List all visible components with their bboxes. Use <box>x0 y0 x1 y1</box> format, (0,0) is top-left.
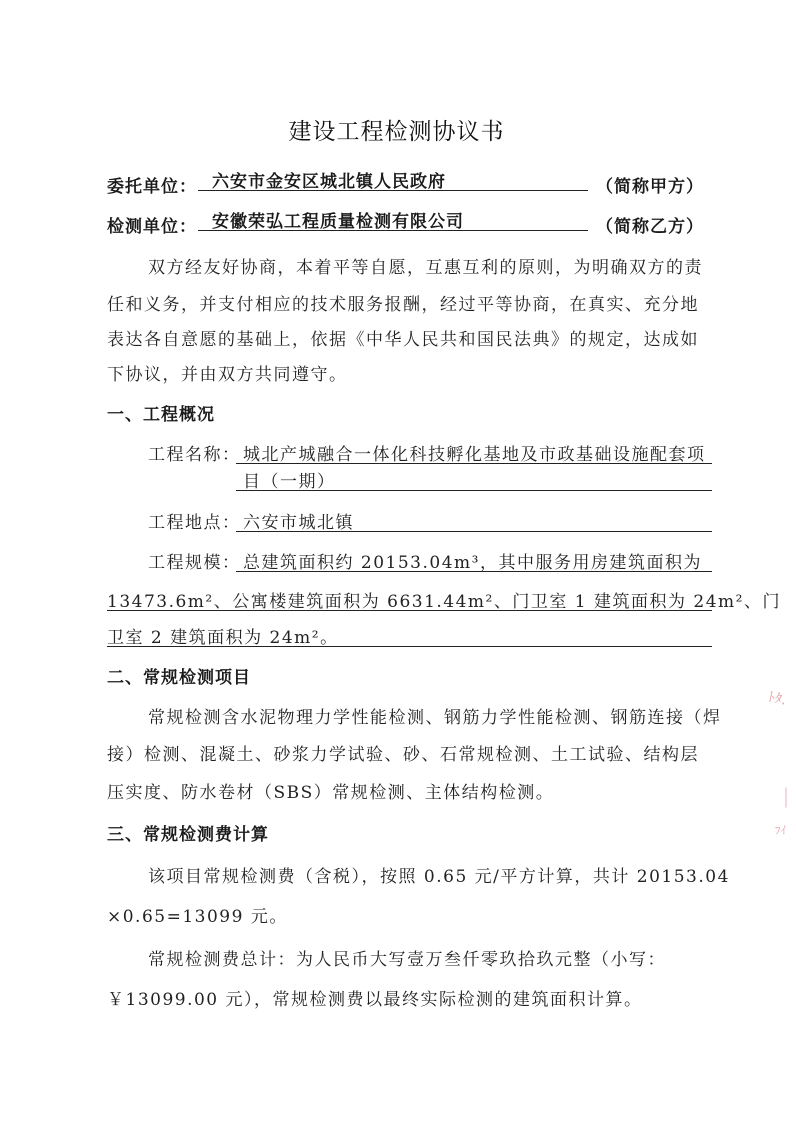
total-line: ￥13099.00 元），常规检测费以最终实际检测的建筑面积计算。 <box>107 990 643 1010</box>
client-label: 委托单位： <box>107 177 197 197</box>
project-name-label: 工程名称： <box>148 445 241 465</box>
total-line: 常规检测费总计：为人民币大写壹万叁仟零玖拾玖元整（小写： <box>148 950 666 970</box>
items-line: 压实度、防水卷材（SBS）常规检测、主体结构检测。 <box>107 783 555 803</box>
section-heading-fee: 三、常规检测费计算 <box>107 825 269 845</box>
items-line: 常规检测含水泥物理力学性能检测、钢筋力学性能检测、钢筋连接（焊 <box>148 708 722 728</box>
project-scale-label: 工程规模： <box>148 553 241 573</box>
section-heading-overview: 一、工程概况 <box>107 405 215 425</box>
underline <box>236 490 712 491</box>
project-name-line: 城北产城融合一体化科技孵化基地及市政基础设施配套项 <box>243 445 706 465</box>
project-scale-line: 卫室 2 建筑面积为 24m²。 <box>107 628 339 648</box>
section-heading-items: 二、常规检测项目 <box>107 668 251 688</box>
inspector-value: 安徽荣弘工程质量检测有限公司 <box>198 207 588 231</box>
client-value: 六安市金安区城北镇人民政府 <box>198 167 588 191</box>
underline <box>107 610 712 611</box>
project-name-line: 目（一期） <box>243 472 336 492</box>
underline <box>236 463 712 464</box>
items-line: 接）检测、混凝土、砂浆力学试验、砂、石常规检测、土工试验、结构层 <box>107 745 699 765</box>
project-scale-line: 总建筑面积约 20153.04m³，其中服务用房建筑面积为 <box>243 553 702 573</box>
underline <box>236 531 712 532</box>
intro-line: 表达各自意愿的基础上，依据《中华人民共和国民法典》的规定，达成如 <box>107 330 699 350</box>
underline <box>236 571 712 572</box>
project-location-label: 工程地点： <box>148 513 241 533</box>
fee-line: ×0.65=13099 元。 <box>107 907 288 927</box>
underline <box>107 646 712 647</box>
client-alias: （简称甲方） <box>596 177 704 197</box>
inspector-label: 检测单位： <box>107 217 197 237</box>
fee-line: 该项目常规检测费（含税），按照 0.65 元/平方计算，共计 20153.04 <box>148 867 730 887</box>
intro-line: 任和义务，并支付相应的技术服务报酬，经过平等协商，在真实、充分地 <box>107 295 699 315</box>
intro-line: 下协议，并由双方共同遵守。 <box>107 365 348 385</box>
stamp-mark: ﾌｲ <box>775 824 786 837</box>
intro-line: 双方经友好协商，本着平等自愿，互惠互利的原则，为明确双方的责 <box>148 258 703 278</box>
stamp-mark: ｜ <box>776 786 796 810</box>
document-title: 建设工程检测协议书 <box>288 119 505 145</box>
project-location-value: 六安市城北镇 <box>243 513 354 533</box>
stamp-mark: ﾄﾀ. <box>766 689 788 709</box>
project-scale-line: 13473.6m²、公寓楼建筑面积为 6631.44m²、门卫室 1 建筑面积为 24m²、门 <box>107 592 781 612</box>
inspector-alias: （简称乙方） <box>596 217 704 237</box>
